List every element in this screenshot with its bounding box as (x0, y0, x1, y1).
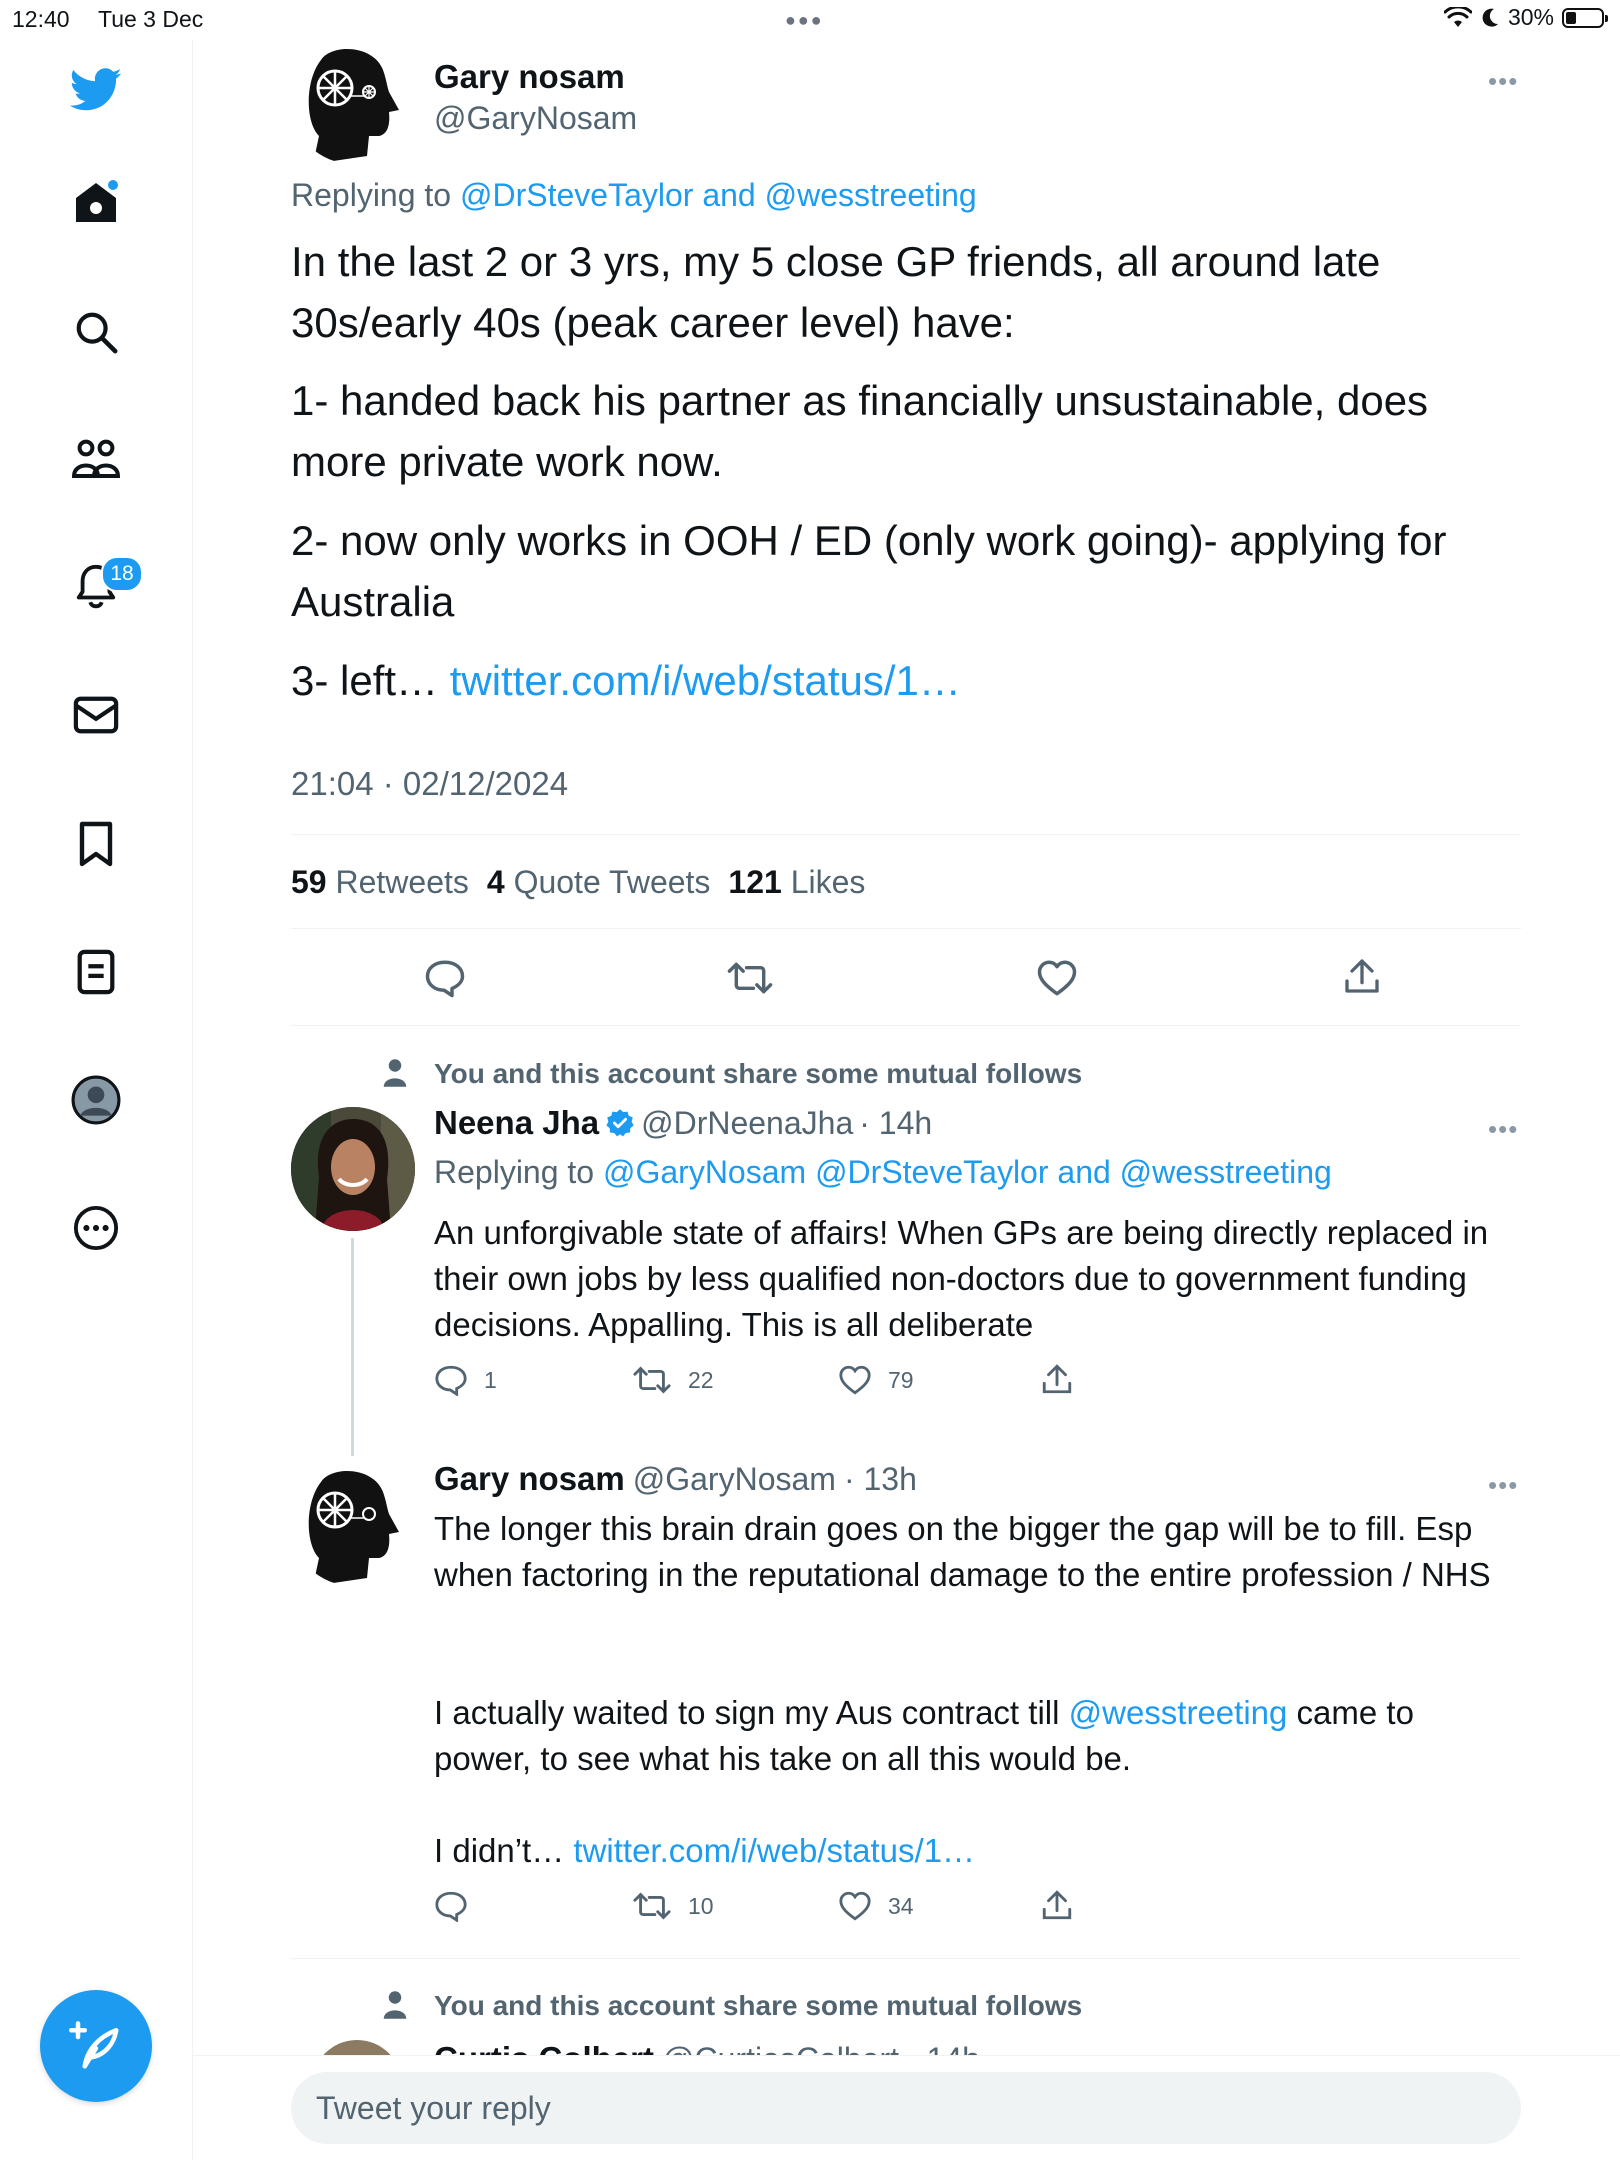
like-count-button[interactable] (838, 1890, 914, 1922)
replying-to-line (434, 1154, 1332, 1191)
bookmarks-icon[interactable] (66, 814, 126, 874)
lists-icon[interactable] (66, 942, 126, 1002)
reply-time[interactable]: · 13h (843, 1460, 917, 1497)
reply-icon (424, 958, 466, 998)
heart-icon (838, 1890, 872, 1922)
tweet-status-link[interactable]: twitter.com/i/web/status/1… (573, 1832, 976, 1869)
retweet-count-button[interactable] (632, 1890, 714, 1922)
heart-icon (1036, 958, 1078, 998)
divider (291, 834, 1521, 835)
tweet-paragraph (291, 650, 1521, 711)
communities-icon[interactable] (66, 430, 126, 490)
mention-link[interactable]: @wesstreeting (1119, 1154, 1332, 1190)
author-handle[interactable]: @GaryNosam (434, 100, 638, 136)
reply-text-segment: I actually waited to sign my Aus contract till (434, 1694, 1060, 1731)
battery-percent: 30% (1507, 4, 1554, 30)
reply-icon (434, 1364, 468, 1396)
mention-link[interactable]: @GaryNosam @DrSteveTaylor (602, 1154, 1049, 1190)
verified-badge-icon (605, 1108, 635, 1138)
compose-feather-icon (69, 2019, 123, 2073)
wifi-icon (1444, 7, 1472, 29)
divider (291, 928, 1521, 929)
retweet-icon (726, 958, 774, 998)
reply-author-avatar[interactable] (291, 1462, 415, 1586)
more-options-icon[interactable] (66, 1198, 126, 1258)
home-icon[interactable] (66, 172, 126, 232)
reply-header (434, 1460, 917, 1498)
moon-icon (1480, 7, 1500, 29)
reply-header (434, 1104, 932, 1142)
replying-and: and (702, 177, 756, 213)
replying-to-line (291, 177, 977, 214)
reply-more-button[interactable]: ••• (1488, 1470, 1519, 1500)
divider (291, 1958, 1521, 1959)
retweet-count: 22 (688, 1366, 714, 1393)
reply-author-avatar[interactable] (291, 1107, 415, 1231)
reply-more-button[interactable]: ••• (1488, 1114, 1519, 1144)
person-icon (382, 1990, 408, 2020)
author-name[interactable]: Gary nosam (434, 58, 625, 95)
mutual-follows-note: You and this account share some mutual follows (434, 1058, 1083, 1089)
like-count-button[interactable] (838, 1364, 914, 1396)
share-icon (1342, 956, 1382, 996)
reply-text (434, 1690, 1514, 1782)
tweet-paragraph: 1- handed back his partner as financially unsustainable, does more private work now. (291, 377, 1429, 485)
reply-text (434, 1828, 1514, 1874)
mutual-follows-note: You and this account share some mutual follows (434, 1990, 1083, 2021)
replying-and: and (1057, 1154, 1111, 1190)
reply-count: 1 (484, 1366, 497, 1393)
person-icon (382, 1058, 408, 1088)
messages-icon[interactable] (66, 685, 126, 745)
status-time: 12:40 (12, 6, 70, 32)
reply-count-button[interactable] (434, 1364, 497, 1396)
mention-link[interactable]: @DrSteveTaylor (459, 177, 694, 213)
tweet-paragraph: 2- now only works in OOH / ED (only work going)- applying for Australia (291, 517, 1447, 625)
retweet-icon (632, 1364, 672, 1396)
share-icon (1040, 1362, 1074, 1396)
mention-link[interactable]: @wesstreeting (764, 177, 977, 213)
share-button[interactable] (1040, 1888, 1074, 1927)
twitter-logo-icon[interactable] (66, 60, 126, 120)
retweet-count: 10 (688, 1892, 714, 1919)
quote-tweets-stat[interactable]: 4 Quote Tweets (486, 864, 711, 900)
tweet-status-link[interactable]: twitter.com/i/web/status/1… (449, 657, 961, 704)
heart-icon (838, 1364, 872, 1396)
tweet-reply-input[interactable]: Tweet your reply (291, 2072, 1521, 2144)
share-button[interactable] (1342, 956, 1382, 1001)
reply-author-name[interactable]: Neena Jha (434, 1104, 600, 1141)
reply-author-handle[interactable]: @GaryNosam (632, 1460, 836, 1497)
tweet-timestamp[interactable]: 21:04 · 02/12/2024 (291, 765, 569, 802)
reply-author-handle[interactable]: @DrNeenaJha (641, 1104, 854, 1141)
author-avatar[interactable] (291, 40, 415, 164)
tweet-more-button[interactable]: ••• (1488, 66, 1519, 96)
reply-button[interactable] (434, 1890, 468, 1927)
retweet-button[interactable] (726, 958, 774, 1003)
reply-text: An unforgivable state of affairs! When GPs are being directly replaced in their own jobs by less qualified non-doctors due to government funding decisions. Appalling. This is all deliberate (434, 1214, 1489, 1343)
like-count: 79 (888, 1366, 914, 1393)
reply-icon (434, 1890, 468, 1922)
retweet-count-button[interactable] (632, 1364, 714, 1396)
replying-prefix: Replying to (434, 1154, 595, 1190)
tweet-paragraph: In the last 2 or 3 yrs, my 5 close GP friends, all around late 30s/early 40s (peak career level) have: (291, 238, 1381, 346)
search-icon[interactable] (66, 302, 126, 362)
divider (291, 1025, 1521, 1026)
compose-tweet-button[interactable] (40, 1990, 152, 2102)
share-icon (1040, 1888, 1074, 1922)
like-button[interactable] (1036, 958, 1078, 1003)
notification-badge: 18 (101, 556, 143, 592)
retweet-icon (632, 1890, 672, 1922)
reply-text-segment: came to power, to see what his take on all this would be. (434, 1694, 1414, 1777)
replying-prefix: Replying to (291, 177, 452, 213)
reply-button[interactable] (424, 958, 466, 1003)
like-count: 34 (888, 1892, 914, 1919)
reply-text: The longer this brain drain goes on the bigger the gap will be to fill. Esp when factoring in the reputational damage to the entire profession / NHS (434, 1510, 1491, 1593)
status-indicators (1444, 4, 1604, 31)
retweets-stat[interactable]: 59 Retweets (291, 864, 469, 900)
multitasking-dots[interactable]: ●●● (785, 10, 824, 30)
share-button[interactable] (1040, 1362, 1074, 1401)
status-date: Tue 3 Dec (98, 6, 204, 32)
tweet-truncated-text: 3- left… (291, 657, 439, 704)
status-bar (0, 0, 1620, 40)
engagement-stats (291, 864, 865, 901)
profile-icon[interactable] (66, 1070, 126, 1130)
reply-time[interactable]: · 14h (859, 1104, 933, 1141)
battery-icon (1562, 8, 1604, 28)
reply-text-segment: I didn’t… (434, 1832, 565, 1869)
thread-connector (351, 1238, 354, 1456)
reply-author-name[interactable]: Gary nosam (434, 1460, 625, 1497)
mention-link[interactable]: @wesstreeting (1068, 1694, 1288, 1731)
likes-stat[interactable]: 121 Likes (728, 864, 866, 900)
